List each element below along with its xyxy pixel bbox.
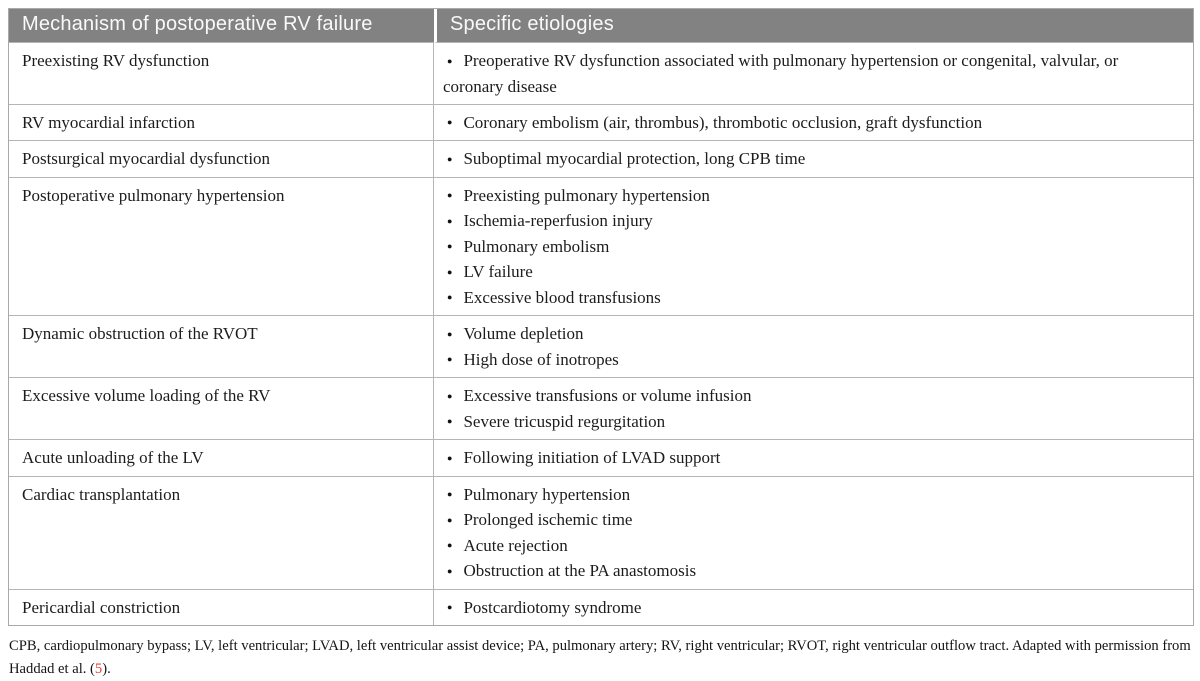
bullet-icon: ● [447,55,453,66]
mechanism-cell: Postoperative pulmonary hypertension [9,178,434,317]
bullet-icon: ● [447,354,453,364]
bullet-icon: ● [447,452,453,463]
etiology-item [443,409,1163,435]
etiology-text: Volume depletion [463,324,584,343]
etiologies-cell [434,105,1193,142]
etiology-item [443,259,1163,285]
etiologies-cell [434,316,1193,378]
etiology-text: Acute rejection [463,535,568,555]
etiologies-cell [434,43,1193,105]
citation-link[interactable]: 5 [94,661,103,677]
etiology-text: Excessive blood transfusions [463,287,661,307]
etiology-item [443,321,1163,347]
etiology-text: High dose of inotropes [463,349,619,369]
table-row [9,43,1193,105]
bullet-icon: ● [447,153,453,164]
etiology-item [443,595,1163,621]
bullet-icon: ● [447,489,453,499]
table-row [9,590,1193,626]
etiology-text: Suboptimal myocardial protection, long CPB time [463,149,806,168]
bullet-icon: ● [447,602,453,612]
etiology-text: Preexisting pulmonary hypertension [463,185,710,205]
bullet-icon: ● [447,540,453,550]
etiologies-cell [434,440,1193,477]
mechanism-cell: Dynamic obstruction of the RVOT [9,316,434,378]
column-header-etiologies: Specific etiologies [434,9,1193,43]
rv-failure-etiology-table [8,8,1194,626]
etiology-item [443,507,1163,533]
etiology-text: Prolonged ischemic time [463,510,633,529]
etiology-text: LV failure [463,262,533,281]
table-footnote [9,635,1192,681]
etiology-text: Coronary embolism (air, thrombus), thrombotic occlusion, graft dysfunction [463,112,983,132]
etiology-item [443,558,1163,584]
bullet-icon: ● [447,416,453,426]
table-row [9,141,1193,178]
mechanism-cell: Preexisting RV dysfunction [9,43,434,105]
etiology-text: Pulmonary embolism [463,236,610,256]
bullet-icon: ● [447,241,453,251]
footnote-text-end: ). [102,661,111,677]
etiology-item [443,146,1163,172]
etiology-item [443,383,1163,409]
etiologies-cell [434,378,1193,440]
etiology-item [443,110,1163,136]
bullet-icon: ● [447,190,453,200]
etiology-item [443,208,1163,234]
etiology-text: Obstruction at the PA anastomosis [463,561,697,580]
bullet-icon: ● [447,117,453,127]
etiology-text: Severe tricuspid regurgitation [463,411,666,431]
mechanism-cell: RV myocardial infarction [9,105,434,142]
etiology-item [443,445,1163,471]
etiology-item [443,183,1163,209]
etiology-item [443,482,1163,508]
bullet-icon: ● [447,565,453,576]
etiology-item [443,533,1163,559]
etiology-text: Preoperative RV dysfunction associated with pulmonary hypertension or congenital, valvular, or coronary disease [443,51,1119,96]
etiology-text: Following initiation of LVAD support [463,448,721,467]
bullet-icon: ● [447,266,453,277]
bullet-icon: ● [447,215,453,226]
bullet-icon: ● [447,390,453,401]
etiology-item [443,347,1163,373]
bullet-icon: ● [447,514,453,525]
table-row [9,378,1193,440]
table-row [9,178,1193,317]
table-row [9,105,1193,142]
table-row [9,316,1193,378]
header-row [9,9,1193,43]
etiology-item [443,48,1163,99]
table-row [9,440,1193,477]
etiology-text: Ischemia-reperfusion injury [463,211,653,230]
mechanism-cell: Postsurgical myocardial dysfunction [9,141,434,178]
footnote-text: CPB, cardiopulmonary bypass; LV, left ventricular; LVAD, left ventricular assist device; PA, pulmonary artery; RV, right ventricular; RVOT, right ventricular outflow tract. Adapted with permission from Haddad et al. ( [9,638,1191,677]
etiologies-cell [434,178,1193,317]
etiology-text: Postcardiotomy syndrome [463,597,642,617]
column-header-mechanism: Mechanism of postoperative RV failure [9,9,434,43]
mechanism-cell: Pericardial constriction [9,590,434,626]
etiologies-cell [434,590,1193,626]
mechanism-cell: Cardiac transplantation [9,477,434,590]
etiology-item [443,234,1163,260]
etiology-item [443,285,1163,311]
mechanism-cell: Acute unloading of the LV [9,440,434,477]
table-row [9,477,1193,590]
etiology-text: Pulmonary hypertension [463,484,631,504]
etiology-text: Excessive transfusions or volume infusion [463,386,752,405]
bullet-icon: ● [447,328,453,339]
bullet-icon: ● [447,292,453,302]
etiologies-cell [434,141,1193,178]
mechanism-cell: Excessive volume loading of the RV [9,378,434,440]
etiologies-cell [434,477,1193,590]
